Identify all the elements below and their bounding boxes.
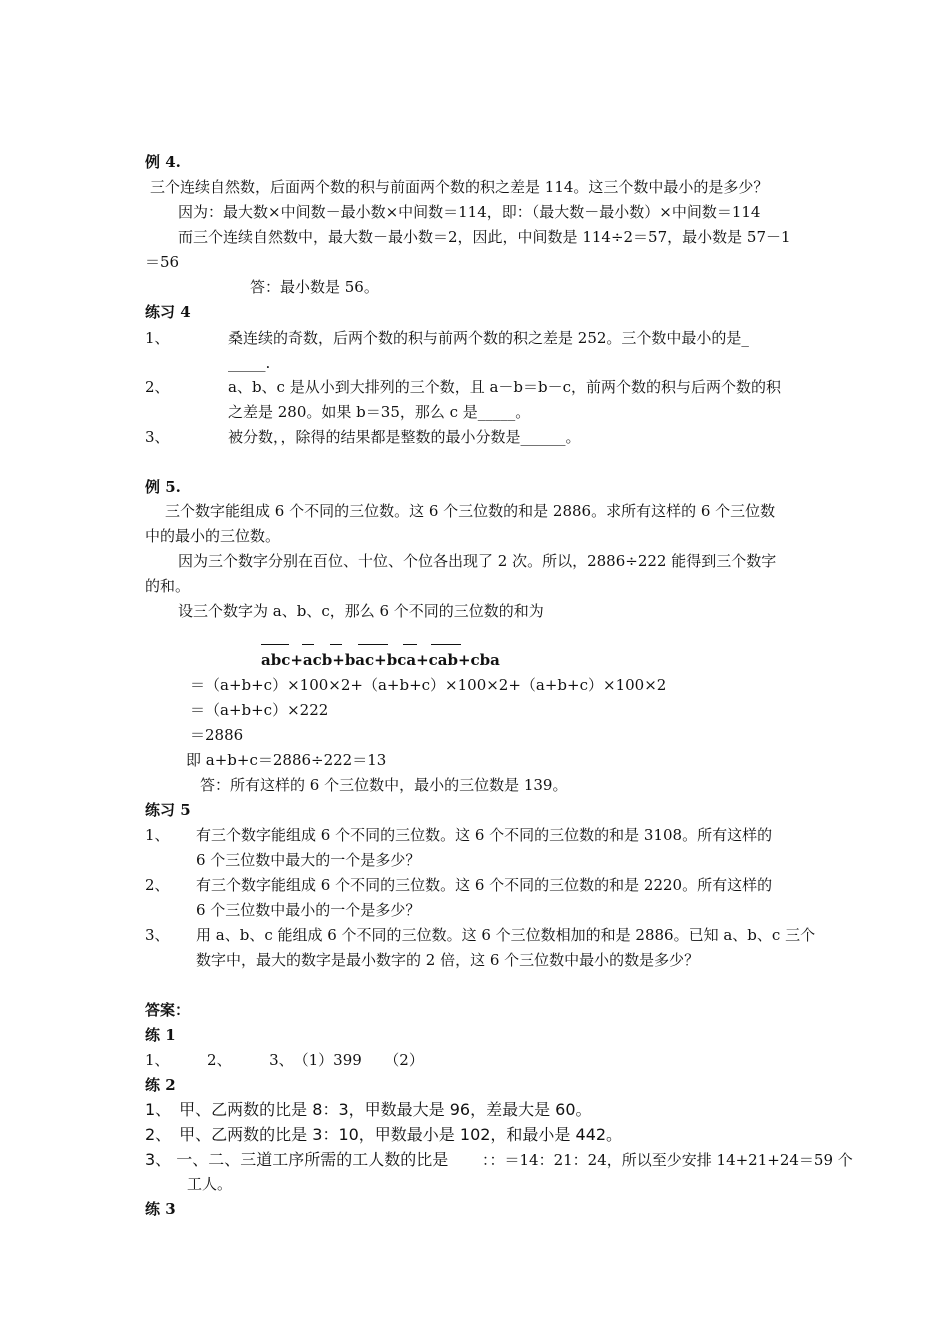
answers-practice-2-item-3-rest: ：：＝14：21：24，所以至少安排 14+21+24＝59 个 [482, 1151, 853, 1169]
answers-practice-2-item-1: 1、 甲、乙两数的比是 8：3，甲数最大是 96，差最大是 60。 [145, 1100, 592, 1119]
example-4-solution-1: 因为：最大数×中间数－最小数×中间数＝114，即：（最大数－最小数）×中间数＝114 [178, 203, 761, 221]
answers-practice-2-item-3-lead: 3、 一、二、三道工序所需的工人数的比是 [145, 1150, 449, 1169]
practice-5-item-3-num: 3、 [145, 926, 170, 944]
overline-bca [358, 644, 388, 645]
practice-4-item-2-line-2: 之差是 280。如果 b＝35，那么 c 是_____。 [228, 403, 531, 421]
practice-5-item-2-line-2: 6 个三位数中最小的一个是多少？ [196, 901, 421, 919]
practice-5-item-1-line-1: 有三个数字能组成 6 个不同的三位数。这 6 个不同的三位数的和是 3108。所有这样的 [196, 826, 773, 844]
example-4-solution-2a: 而三个连续自然数中，最大数－最小数＝2，因此，中间数是 114÷2＝57，最小数是 57－1 [178, 228, 791, 246]
example-5-solution-2: 设三个数字为 a、b、c，那么 6 个不同的三位数的和为 [178, 602, 544, 620]
answers-practice-1-line: 1、 2、 3、 （1）399 （2） [145, 1051, 424, 1069]
example-5-equation-1: ＝（a+b+c）×100×2+（a+b+c）×100×2+（a+b+c）×100×2 [190, 676, 667, 694]
example-5-heading: 例 5. [145, 478, 181, 496]
practice-4-item-3-num: 3、 [145, 428, 170, 446]
overline-cab [403, 644, 417, 645]
overline-bac [330, 644, 342, 645]
practice-5-item-1-num: 1、 [145, 826, 170, 844]
example-5-solution-1b: 的和。 [145, 577, 191, 595]
example-5-equation-3: ＝2886 [190, 726, 244, 744]
practice-5-heading: 练习 5 [145, 801, 191, 819]
answers-heading: 答案： [145, 1001, 191, 1019]
practice-5-item-2-num: 2、 [145, 876, 170, 894]
practice-5-item-3-line-1: 用 a、b、c 能组成 6 个不同的三位数。这 6 个三位数相加的和是 2886。已知 a、b、c 三个 [196, 926, 816, 944]
practice-4-item-2-num: 2、 [145, 378, 170, 396]
practice-5-item-2-line-1: 有三个数字能组成 6 个不同的三位数。这 6 个不同的三位数的和是 2220。所有这样的 [196, 876, 773, 894]
practice-4-item-1-line-1: 桑连续的奇数，后两个数的积与前两个数的积之差是 252。三个数中最小的是_ [228, 329, 749, 347]
practice-4-item-3-line-1: 被分数，，除得的结果都是整数的最小分数是______。 [228, 428, 581, 446]
example-5-formula: abc+acb+bac+bca+cab+cba [261, 651, 500, 669]
practice-5-item-1-line-2: 6 个三位数中最大的一个是多少？ [196, 851, 421, 869]
example-5-equation-4: 即 a+b+c＝2886÷222＝13 [186, 751, 387, 769]
example-5-question-2: 中的最小的三位数。 [145, 527, 281, 545]
practice-4-heading: 练习 4 [145, 303, 191, 321]
overline-cba [431, 644, 461, 645]
example-5-question-1: 三个数字能组成 6 个不同的三位数。这 6 个三位数的和是 2886。求所有这样的 6 个三位数 [165, 502, 776, 520]
example-4-solution-2b: ＝56 [145, 253, 180, 271]
answers-practice-2-item-2: 2、 甲、乙两数的比是 3：10，甲数最小是 102，和最小是 442。 [145, 1125, 623, 1144]
example-5-answer: 答：所有这样的 6 个三位数中，最小的三位数是 139。 [200, 776, 568, 794]
answers-practice-2-heading: 练 2 [145, 1076, 176, 1094]
example-4-answer: 答：最小数是 56。 [250, 278, 379, 296]
example-4-heading: 例 4. [145, 153, 181, 171]
example-5-solution-1a: 因为三个数字分别在百位、十位、个位各出现了 2 次。所以，2886÷222 能得到三个数字 [178, 552, 777, 570]
practice-4-item-2-line-1: a、b、c 是从小到大排列的三个数，且 a－b＝b－c，前两个数的积与后两个数的积 [228, 378, 782, 396]
overline-acb [302, 644, 314, 645]
example-4-question: 三个连续自然数，后面两个数的积与前面两个数的积之差是 114。这三个数中最小的是多少？ [150, 178, 769, 196]
answers-practice-3-heading: 练 3 [145, 1200, 176, 1218]
practice-5-item-3-line-2: 数字中，最大的数字是最小数字的 2 倍，这 6 个三位数中最小的数是多少？ [196, 951, 700, 969]
answers-practice-1-heading: 练 1 [145, 1026, 176, 1044]
overline-abc [261, 644, 289, 645]
answers-practice-2-item-3-cont: 工人。 [187, 1175, 233, 1193]
practice-4-item-1-num: 1、 [145, 329, 170, 347]
example-5-equation-2: ＝（a+b+c）×222 [190, 701, 329, 719]
practice-4-item-1-line-2: _____. [228, 354, 271, 372]
